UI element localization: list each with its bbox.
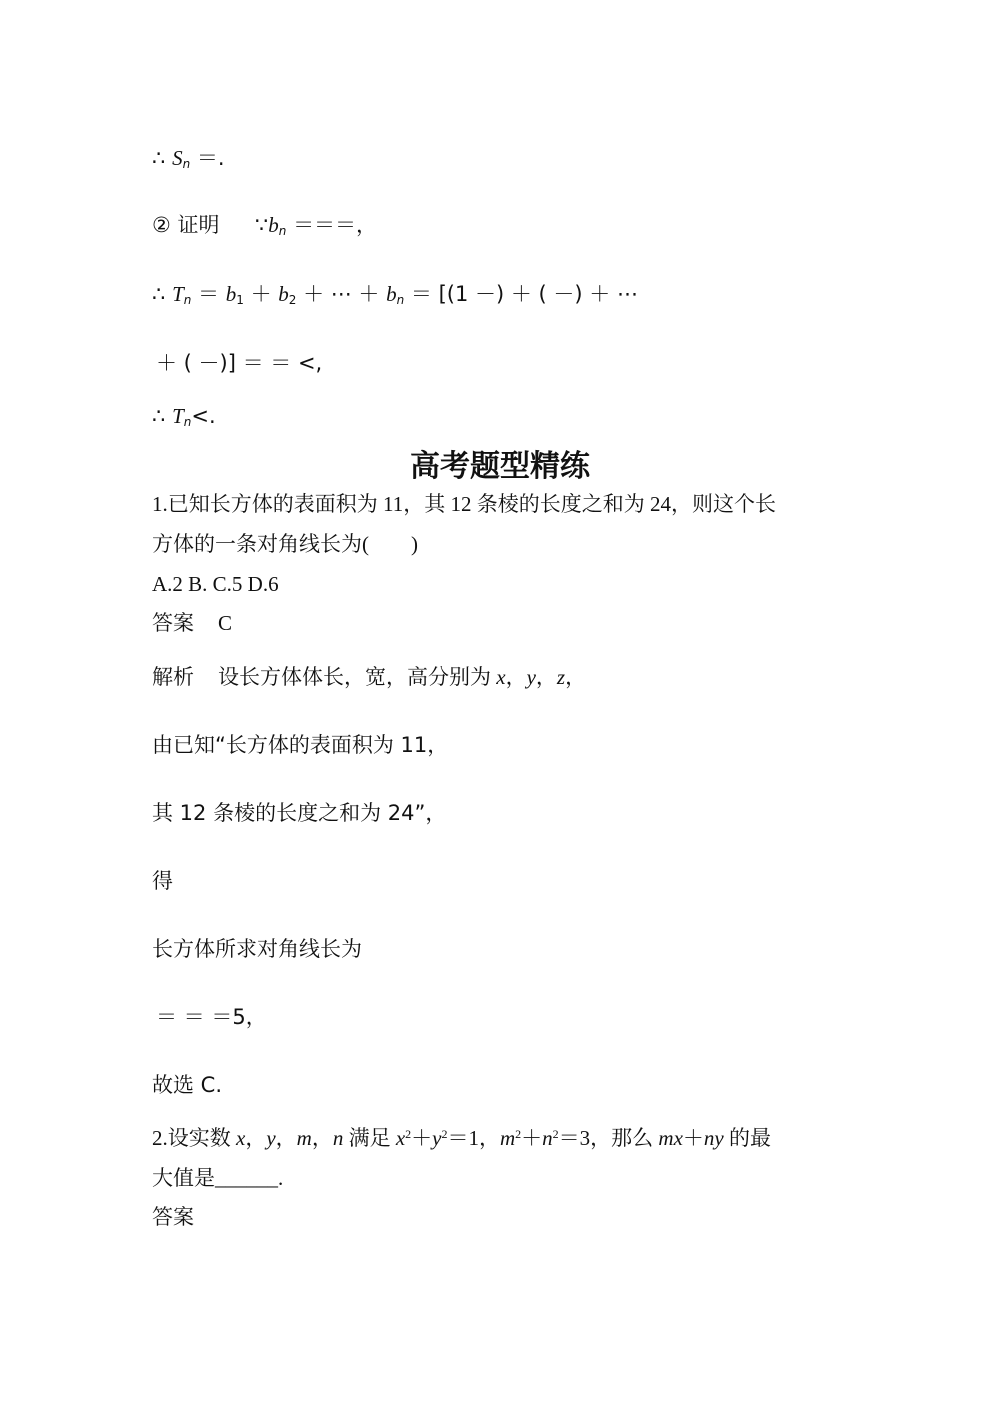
var-b1: b	[225, 282, 237, 306]
comma: ，	[275, 1126, 297, 1150]
var-x: x	[236, 1126, 246, 1150]
q1-analysis-line-c: 得	[152, 869, 173, 893]
var-ny: ny	[703, 1126, 724, 1150]
because-symbol: ∵	[254, 213, 269, 237]
satisfy-text: 满足	[348, 1126, 391, 1150]
plus: ＋	[682, 1126, 704, 1150]
subscript: 2	[288, 293, 297, 307]
q1-analysis-line-a: 由已知“长方体的表面积为 11，	[152, 733, 449, 757]
var-x: x	[395, 1126, 406, 1150]
var-y: y	[526, 665, 536, 689]
exponent: 2	[441, 1127, 448, 1141]
answer-label: 答案	[152, 611, 194, 635]
therefore-symbol: ∴	[152, 404, 166, 428]
q2-stem-line1	[152, 1128, 771, 1149]
proof-line-conclusion	[152, 406, 216, 428]
var-mx: mx	[658, 1126, 683, 1150]
var-t: T	[172, 404, 184, 428]
q1-stem-line1: 1.已知长方体的表面积为 11，其 12 条棱的长度之和为 24，则这个长	[152, 492, 776, 516]
q1-analysis-line-e: ＝ ＝ ＝5，	[156, 1005, 267, 1029]
q1-options: A.2 B. C.5 D.6	[152, 572, 279, 596]
proof-line-continued: ＋ ( －)] ＝ ＝ <,	[156, 351, 323, 375]
var-y: y	[266, 1126, 276, 1150]
comma: ，	[565, 665, 587, 689]
equation-text: ＝3，那么	[558, 1126, 654, 1150]
var-n: n	[542, 1126, 553, 1150]
subscript: n	[278, 224, 287, 238]
section-title: 高考题型精练	[410, 449, 590, 484]
proof-line-bn	[152, 215, 377, 237]
comma: ，	[535, 665, 557, 689]
subscript: n	[396, 293, 405, 307]
comma: ，	[505, 665, 527, 689]
var-y: y	[432, 1126, 442, 1150]
q2-answer-label: 答案	[152, 1205, 194, 1229]
comma: ，	[245, 1126, 267, 1150]
exponent: 2	[515, 1127, 522, 1141]
equation-text: ＝.	[196, 146, 225, 170]
therefore-symbol: ∴	[152, 282, 166, 306]
equation-text: ＝ [(1 －) ＋ ( －) ＋ ⋯	[410, 282, 638, 306]
comma: ，	[311, 1126, 333, 1150]
q2-prefix: 2.设实数	[152, 1126, 231, 1150]
exponent: 2	[552, 1127, 559, 1141]
subscript: 1	[236, 293, 244, 307]
var-b: b	[268, 213, 279, 237]
q1-answer	[152, 613, 232, 634]
equation-text: <.	[191, 404, 216, 428]
var-bn: b	[386, 282, 397, 306]
analysis-text: 设长方体体长，宽，高分别为	[218, 665, 491, 689]
proof-line-tn	[152, 284, 638, 306]
equation-text: ＝＝＝，	[293, 213, 378, 237]
ellipsis-sum: ＋ ⋯ ＋	[303, 282, 380, 306]
q1-analysis	[152, 667, 586, 688]
therefore-symbol: ∴	[152, 146, 166, 170]
var-t: T	[172, 282, 184, 306]
plus: ＋	[521, 1126, 543, 1150]
analysis-label: 解析	[152, 665, 194, 689]
subscript: n	[182, 157, 191, 171]
q1-analysis-line-f: 故选 C.	[152, 1073, 223, 1097]
proof-label: ② 证明	[152, 213, 220, 237]
subscript: n	[183, 293, 192, 307]
answer-value: C	[218, 611, 233, 635]
var-x: x	[496, 665, 506, 689]
var-m: m	[296, 1126, 312, 1150]
var-m: m	[499, 1126, 516, 1150]
q2-stem-line2: 大值是______.	[152, 1166, 284, 1190]
subscript: n	[183, 415, 192, 429]
var-s: S	[172, 146, 183, 170]
q1-stem-line2: 方体的一条对角线长为( )	[152, 532, 418, 556]
plus: ＋	[250, 282, 272, 306]
var-z: z	[556, 665, 566, 689]
equation-text: ＝1，	[447, 1126, 500, 1150]
proof-line-sn	[152, 148, 225, 170]
q1-analysis-line-b: 其 12 条棱的长度之和为 24”，	[152, 801, 447, 825]
exponent: 2	[405, 1127, 412, 1141]
var-n: n	[332, 1126, 344, 1150]
equals: ＝	[198, 282, 220, 306]
q1-analysis-line-d: 长方体所求对角线长为	[152, 937, 362, 961]
q2-tail: 的最	[728, 1126, 771, 1150]
plus: ＋	[411, 1126, 433, 1150]
var-b2: b	[278, 282, 289, 306]
